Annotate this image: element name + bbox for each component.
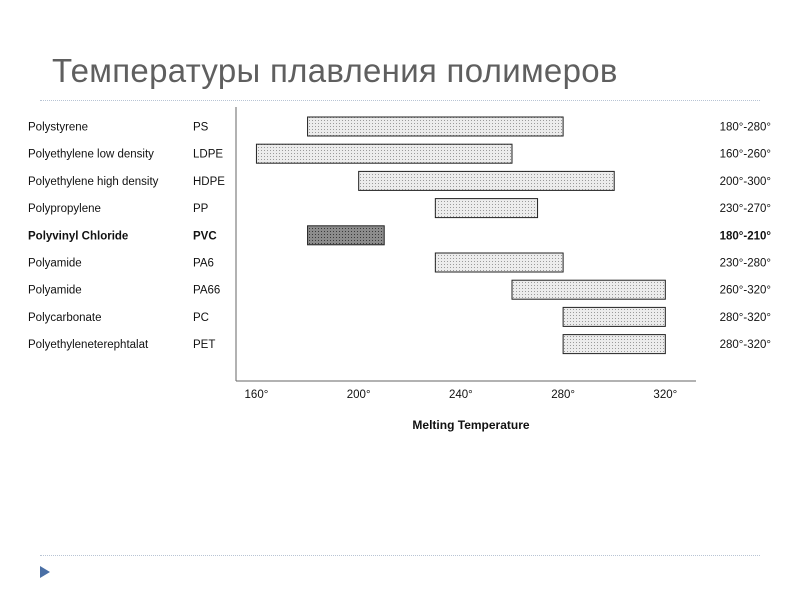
polymer-abbr-label: PA66 — [193, 284, 221, 297]
polymer-name-label: Polystyrene — [28, 121, 89, 134]
range-value-label: 180°-210° — [719, 230, 771, 243]
melting-range-bar — [308, 117, 564, 136]
range-value-label: 200°-300° — [719, 175, 771, 188]
range-value-label: 260°-320° — [719, 284, 771, 297]
melting-range-bar — [435, 253, 563, 272]
slide-title: Температуры плавления полимеров — [52, 52, 618, 89]
polymer-name-label: Polyethylene low density — [28, 148, 154, 161]
chart-row — [28, 144, 771, 163]
polymer-abbr-label: PVC — [193, 230, 217, 243]
polymer-name-label: Polyethyleneterephtalat — [28, 339, 149, 352]
x-tick-label: 240° — [448, 389, 473, 401]
polymer-name-label: Polyamide — [28, 284, 82, 297]
triangle-bullet-icon — [40, 566, 50, 578]
chart-row — [28, 335, 771, 354]
polymer-abbr-label: PS — [193, 121, 209, 134]
range-value-label: 230°-280° — [719, 257, 771, 270]
chart-row — [28, 117, 771, 136]
melting-range-bar — [435, 199, 537, 218]
polymer-name-label: Polypropylene — [28, 203, 101, 216]
melting-range-bar — [359, 171, 615, 190]
polymer-abbr-label: PC — [193, 311, 209, 324]
polymer-name-label: Polycarbonate — [28, 311, 102, 324]
x-tick-label: 280° — [551, 389, 576, 401]
polymer-abbr-label: PET — [193, 339, 216, 352]
chart-row — [28, 171, 771, 190]
chart-row — [28, 226, 771, 245]
melting-range-bar — [308, 226, 385, 245]
melting-range-bar — [563, 307, 665, 326]
chart-rows — [28, 117, 771, 354]
polymer-name-label: Polyvinyl Chloride — [28, 230, 129, 243]
x-tick-label: 160° — [244, 389, 269, 401]
footer-divider — [40, 555, 760, 556]
melting-range-bar — [563, 335, 665, 354]
x-tick-label: 200° — [346, 389, 371, 401]
chart-row — [28, 280, 771, 299]
x-axis — [245, 389, 678, 401]
melting-range-bar — [512, 280, 665, 299]
range-value-label: 160°-260° — [719, 148, 771, 161]
polymer-abbr-label: PP — [193, 203, 209, 216]
polymer-abbr-label: HDPE — [193, 175, 225, 188]
range-value-label: 230°-270° — [719, 203, 771, 216]
range-value-label: 280°-320° — [719, 311, 771, 324]
polymer-name-label: Polyamide — [28, 257, 82, 270]
x-tick-label: 320° — [653, 389, 678, 401]
melting-range-bar — [256, 144, 512, 163]
polymer-name-label: Polyethylene high density — [28, 175, 159, 188]
polymer-abbr-label: LDPE — [193, 148, 224, 161]
chart-row — [28, 307, 771, 326]
chart-row — [28, 199, 771, 218]
chart-row — [28, 253, 771, 272]
range-value-label: 180°-280° — [719, 121, 771, 134]
x-axis-label: Melting Temperature — [412, 418, 530, 432]
polymer-abbr-label: PA6 — [193, 257, 214, 270]
range-value-label: 280°-320° — [719, 339, 771, 352]
